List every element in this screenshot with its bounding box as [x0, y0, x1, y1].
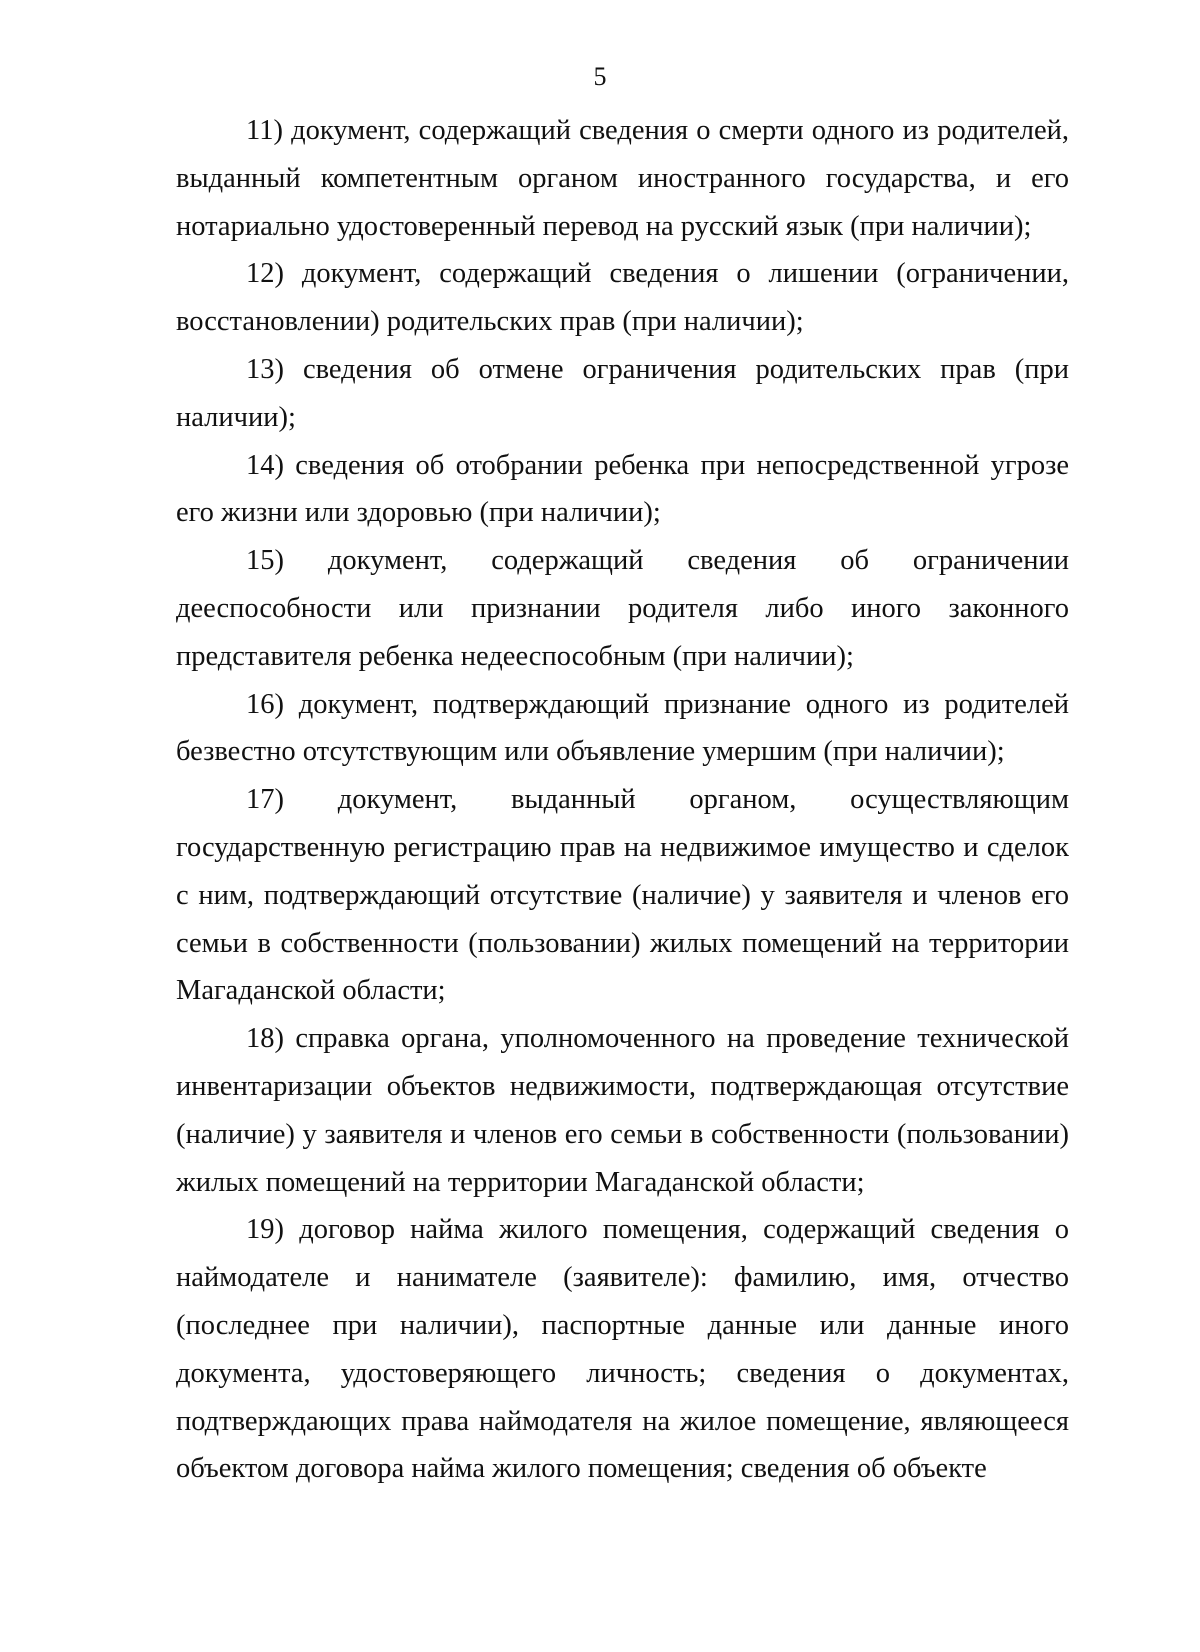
list-item-11: 11) документ, содержащий сведения о смерти одного из родителей, выданный компетентным органом иностранного государства, и его нотариально удостоверенный перевод на русский язык (при наличии); [176, 115, 1069, 242]
list-item-12: 12) документ, содержащий сведения о лишении (ограничении, восстановлении) родительских прав (при наличии); [176, 258, 1069, 338]
list-item-18: 18) справка органа, уполномоченного на проведение технической инвентаризации объектов недвижимости, подтверждающая отсутствие (наличие) у заявителя и членов его семьи в собственности (пользовании) жилых помещений на территории Магаданской области; [176, 1023, 1069, 1198]
page-number: 5 [593, 62, 607, 91]
list-item-17: 17) документ, выданный органом, осуществляющим государственную регистрацию прав на недвижимое имущество и сделок с ним, подтверждающий отсутствие (наличие) у заявителя и членов его семьи в собственности (пользовании) жилых помещений на территории Магаданской области; [176, 784, 1069, 1007]
document-body [176, 107, 1069, 1493]
list-item-15: 15) документ, содержащий сведения об ограничении дееспособности или признании родителя либо иного законного представителя ребенка недееспособным (при наличии); [176, 545, 1069, 672]
list-item-19: 19) договор найма жилого помещения, содержащий сведения о наймодателе и нанимателе (заявителе): фамилию, имя, отчество (последнее при наличии), паспортные данные или данные иного документа, удостоверяющего личность; сведения о документах, подтверждающих права наймодателя на жилое помещение, являющееся объектом договора найма жилого помещения; сведения об объекте [176, 1214, 1069, 1485]
list-item-14: 14) сведения об отобрании ребенка при непосредственной угрозе его жизни или здоровью (при наличии); [176, 449, 1069, 529]
list-item-13: 13) сведения об отмене ограничения родительских прав (при наличии); [176, 353, 1069, 433]
list-item-16: 16) документ, подтверждающий признание одного из родителей безвестно отсутствующим или объявление умершим (при наличии); [176, 688, 1069, 768]
